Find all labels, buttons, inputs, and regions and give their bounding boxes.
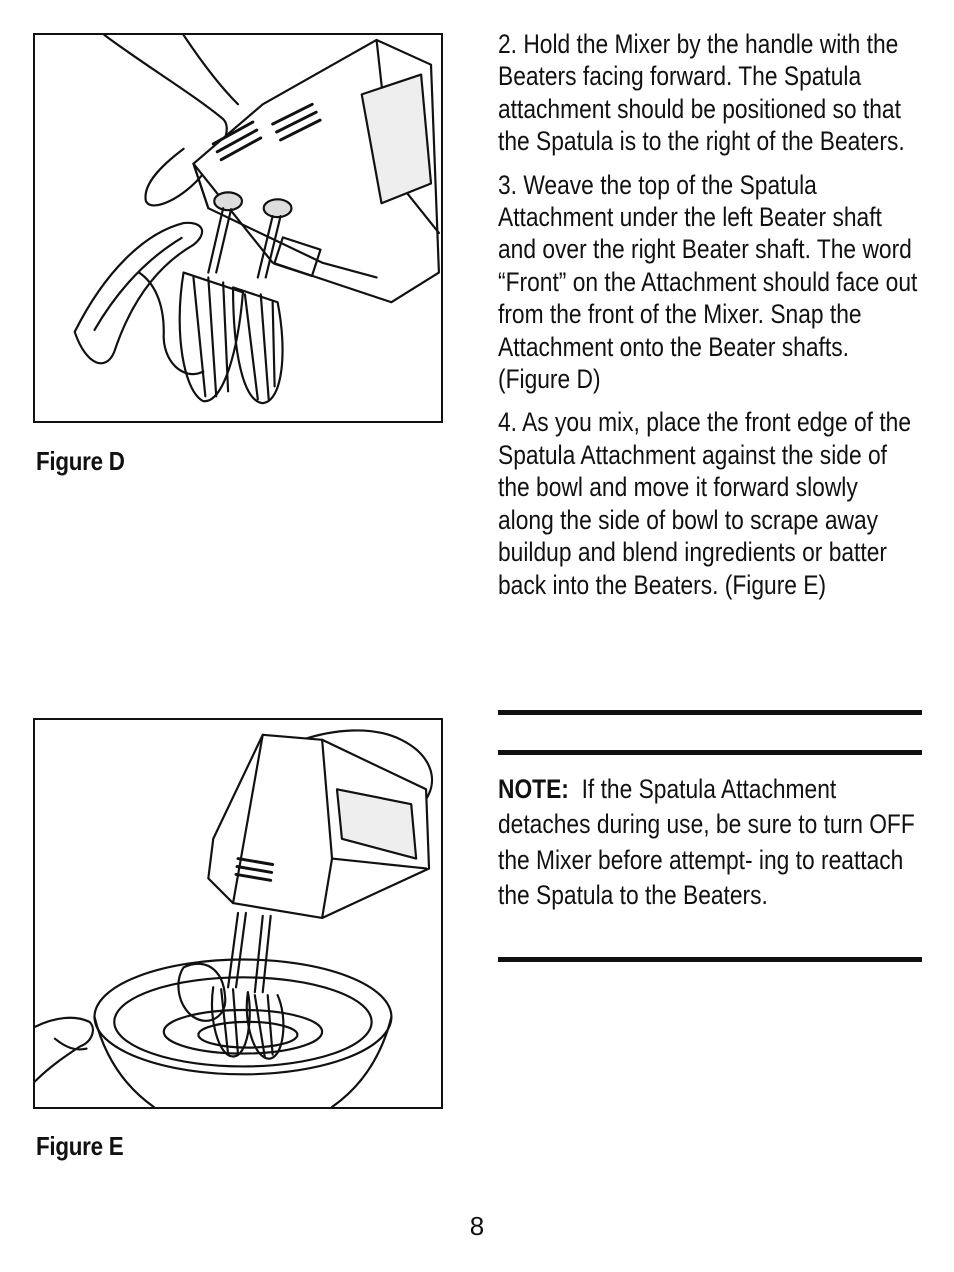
step-2: 2. Hold the Mixer by the handle with the Beaters facing forward. The Spatula attachment should be positioned so that the Spatula is to the right of the Beaters. — [498, 29, 905, 157]
figure-e-caption: Figure E — [36, 1131, 124, 1161]
divider-rule — [498, 710, 922, 715]
mixer-bowl-scraping-drawing — [35, 720, 441, 1107]
figure-d-caption: Figure D — [36, 446, 125, 476]
divider-rule — [498, 750, 922, 755]
step-3: 3. Weave the top of the Spatula Attachment under the left Beater shaft and over the right Beater shaft. The word “Front” on the Attachment should face out from the front of the Mixer. Snap the Attachment onto the Beater shafts. (Figure D) — [498, 169, 918, 395]
note-text: If the Spatula Attachment detaches during use, be sure to turn OFF the Mixer before attempt- ing to reattach the Spatula to the Beaters. — [498, 774, 915, 911]
mixer-spatula-attach-drawing — [35, 35, 441, 421]
page-number: 8 — [469, 1211, 485, 1241]
instruction-steps — [498, 28, 919, 612]
step-4: 4. As you mix, place the front edge of the Spatula Attachment against the side of the bowl and move it forward slowly along the side of bowl to scrape away buildup and blend ingredients or batter back into the Beaters. (Figure E) — [498, 407, 912, 600]
figure-d-illustration — [33, 33, 443, 423]
note-box — [498, 772, 928, 914]
note-label: NOTE: — [498, 774, 569, 804]
figure-e-illustration — [33, 718, 443, 1109]
divider-rule — [498, 957, 922, 962]
